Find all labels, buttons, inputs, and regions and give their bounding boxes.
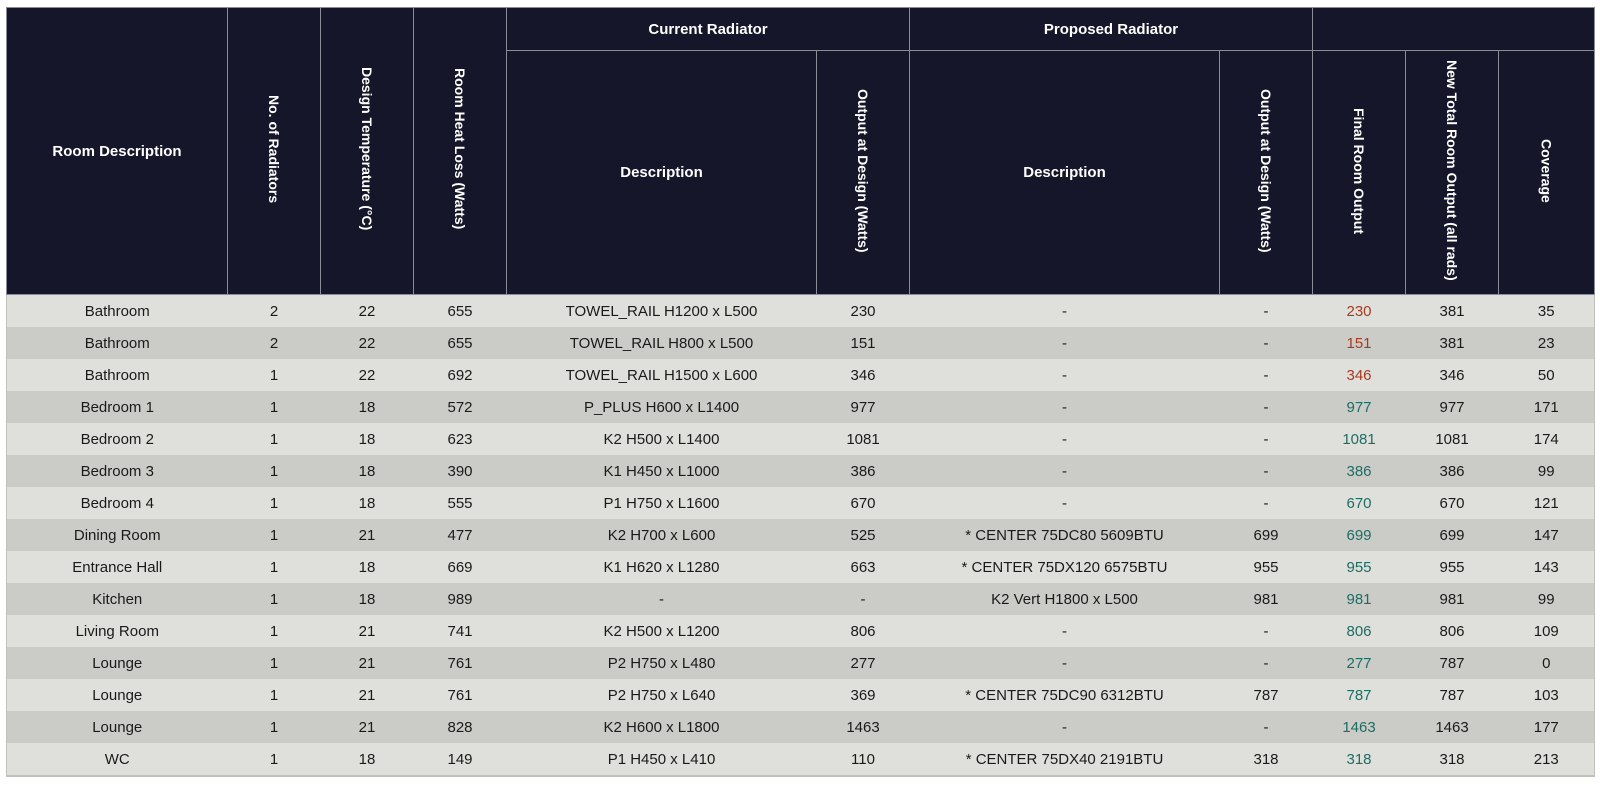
current-description-cell: K1 H450 x L1000 [507,455,817,487]
current-output-cell: 670 [817,487,910,519]
proposed-output-cell: - [1220,647,1313,679]
new-total-room-output-cell: 806 [1406,615,1499,647]
proposed-description-cell: - [910,391,1220,423]
final-room-output-cell: 230 [1313,295,1406,328]
coverage-cell: 0 [1499,647,1595,679]
header-new-total-room-output: New Total Room Output (all rads) [1406,51,1499,295]
final-room-output-cell: 1463 [1313,711,1406,743]
current-output-cell: - [817,583,910,615]
proposed-output-cell: - [1220,455,1313,487]
final-room-output-cell: 318 [1313,743,1406,776]
design-temperature-cell: 22 [321,295,414,328]
new-total-room-output-cell: 381 [1406,327,1499,359]
table-row [7,391,1595,423]
no-of-radiators-cell: 1 [228,583,321,615]
table-header [7,8,1595,295]
proposed-output-cell: - [1220,391,1313,423]
design-temperature-cell: 18 [321,391,414,423]
no-of-radiators-cell: 1 [228,647,321,679]
proposed-output-cell: - [1220,711,1313,743]
table-row [7,743,1595,776]
current-output-cell: 806 [817,615,910,647]
proposed-output-cell: - [1220,615,1313,647]
room-description-cell: Dining Room [7,519,228,551]
no-of-radiators-cell: 1 [228,519,321,551]
new-total-room-output-cell: 981 [1406,583,1499,615]
design-temperature-cell: 22 [321,327,414,359]
room-description-cell: Bathroom [7,327,228,359]
final-room-output-cell: 1081 [1313,423,1406,455]
room-description-cell: Lounge [7,647,228,679]
proposed-description-cell: - [910,359,1220,391]
room-heat-loss-cell: 149 [414,743,507,776]
room-description-cell: Kitchen [7,583,228,615]
proposed-output-cell: - [1220,327,1313,359]
final-room-output-cell: 955 [1313,551,1406,583]
room-heat-loss-cell: 623 [414,423,507,455]
new-total-room-output-cell: 318 [1406,743,1499,776]
table-row [7,615,1595,647]
proposed-description-cell: * CENTER 75DX120 6575BTU [910,551,1220,583]
room-heat-loss-cell: 655 [414,295,507,328]
header-current-description: Description [507,51,817,295]
final-room-output-cell: 346 [1313,359,1406,391]
table-row [7,423,1595,455]
design-temperature-cell: 22 [321,359,414,391]
table-row [7,519,1595,551]
current-description-cell: P_PLUS H600 x L1400 [507,391,817,423]
room-description-cell: Lounge [7,711,228,743]
no-of-radiators-cell: 1 [228,615,321,647]
coverage-cell: 103 [1499,679,1595,711]
proposed-description-cell: - [910,423,1220,455]
current-description-cell: TOWEL_RAIL H1500 x L600 [507,359,817,391]
proposed-description-cell: - [910,295,1220,328]
current-description-cell: K2 H700 x L600 [507,519,817,551]
table-row [7,711,1595,743]
proposed-output-cell: - [1220,423,1313,455]
table-row [7,359,1595,391]
proposed-description-cell: - [910,487,1220,519]
header-current-output: Output at Design (Watts) [817,51,910,295]
table-row [7,583,1595,615]
room-description-cell: Bedroom 4 [7,487,228,519]
proposed-output-cell: 699 [1220,519,1313,551]
new-total-room-output-cell: 787 [1406,647,1499,679]
current-output-cell: 369 [817,679,910,711]
header-proposed-output: Output at Design (Watts) [1220,51,1313,295]
no-of-radiators-cell: 1 [228,711,321,743]
proposed-description-cell: * CENTER 75DC90 6312BTU [910,679,1220,711]
room-description-cell: Bedroom 1 [7,391,228,423]
new-total-room-output-cell: 699 [1406,519,1499,551]
room-heat-loss-cell: 989 [414,583,507,615]
room-description-cell: Lounge [7,679,228,711]
current-output-cell: 977 [817,391,910,423]
coverage-cell: 171 [1499,391,1595,423]
table-row [7,679,1595,711]
design-temperature-cell: 21 [321,647,414,679]
current-description-cell: - [507,583,817,615]
coverage-cell: 99 [1499,455,1595,487]
no-of-radiators-cell: 1 [228,359,321,391]
room-heat-loss-cell: 828 [414,711,507,743]
no-of-radiators-cell: 2 [228,327,321,359]
design-temperature-cell: 18 [321,743,414,776]
room-description-cell: Living Room [7,615,228,647]
final-room-output-cell: 977 [1313,391,1406,423]
current-output-cell: 110 [817,743,910,776]
new-total-room-output-cell: 386 [1406,455,1499,487]
proposed-description-cell: * CENTER 75DC80 5609BTU [910,519,1220,551]
header-coverage: Coverage [1499,51,1595,295]
final-room-output-cell: 699 [1313,519,1406,551]
design-temperature-cell: 18 [321,487,414,519]
no-of-radiators-cell: 1 [228,391,321,423]
proposed-output-cell: - [1220,359,1313,391]
current-description-cell: P2 H750 x L640 [507,679,817,711]
proposed-description-cell: - [910,711,1220,743]
current-output-cell: 230 [817,295,910,328]
room-heat-loss-cell: 390 [414,455,507,487]
header-group-blank [1313,8,1595,51]
proposed-output-cell: 787 [1220,679,1313,711]
room-description-cell: Bathroom [7,359,228,391]
proposed-description-cell: * CENTER 75DX40 2191BTU [910,743,1220,776]
proposed-description-cell: - [910,455,1220,487]
table-row [7,295,1595,328]
no-of-radiators-cell: 1 [228,743,321,776]
room-heat-loss-cell: 669 [414,551,507,583]
design-temperature-cell: 21 [321,519,414,551]
current-description-cell: K1 H620 x L1280 [507,551,817,583]
proposed-description-cell: - [910,615,1220,647]
proposed-description-cell: K2 Vert H1800 x L500 [910,583,1220,615]
coverage-cell: 109 [1499,615,1595,647]
room-description-cell: Bathroom [7,295,228,328]
header-no-of-radiators: No. of Radiators [228,8,321,295]
no-of-radiators-cell: 1 [228,679,321,711]
coverage-cell: 213 [1499,743,1595,776]
coverage-cell: 23 [1499,327,1595,359]
final-room-output-cell: 787 [1313,679,1406,711]
final-room-output-cell: 981 [1313,583,1406,615]
final-room-output-cell: 670 [1313,487,1406,519]
current-output-cell: 277 [817,647,910,679]
final-room-output-cell: 386 [1313,455,1406,487]
current-description-cell: P2 H750 x L480 [507,647,817,679]
header-final-room-output: Final Room Output [1313,51,1406,295]
header-design-temperature: Design Temperature (°C) [321,8,414,295]
current-description-cell: TOWEL_RAIL H1200 x L500 [507,295,817,328]
header-proposed-radiator: Proposed Radiator [910,8,1313,51]
table-row [7,327,1595,359]
no-of-radiators-cell: 1 [228,455,321,487]
coverage-cell: 147 [1499,519,1595,551]
current-output-cell: 525 [817,519,910,551]
room-heat-loss-cell: 761 [414,647,507,679]
room-heat-loss-cell: 741 [414,615,507,647]
proposed-output-cell: - [1220,295,1313,328]
proposed-output-cell: 981 [1220,583,1313,615]
current-description-cell: K2 H500 x L1200 [507,615,817,647]
current-output-cell: 1081 [817,423,910,455]
final-room-output-cell: 277 [1313,647,1406,679]
design-temperature-cell: 18 [321,551,414,583]
proposed-output-cell: 955 [1220,551,1313,583]
room-description-cell: Bedroom 2 [7,423,228,455]
no-of-radiators-cell: 1 [228,487,321,519]
new-total-room-output-cell: 1463 [1406,711,1499,743]
design-temperature-cell: 21 [321,679,414,711]
current-output-cell: 386 [817,455,910,487]
final-room-output-cell: 151 [1313,327,1406,359]
new-total-room-output-cell: 977 [1406,391,1499,423]
table-row [7,455,1595,487]
new-total-room-output-cell: 346 [1406,359,1499,391]
new-total-room-output-cell: 1081 [1406,423,1499,455]
no-of-radiators-cell: 1 [228,551,321,583]
table-row [7,551,1595,583]
coverage-cell: 177 [1499,711,1595,743]
table-row [7,647,1595,679]
header-room-heat-loss: Room Heat Loss (Watts) [414,8,507,295]
design-temperature-cell: 18 [321,423,414,455]
design-temperature-cell: 21 [321,711,414,743]
current-description-cell: P1 H450 x L410 [507,743,817,776]
coverage-cell: 99 [1499,583,1595,615]
room-heat-loss-cell: 477 [414,519,507,551]
room-description-cell: Bedroom 3 [7,455,228,487]
coverage-cell: 174 [1499,423,1595,455]
header-room-description: Room Description [7,8,228,295]
proposed-output-cell: - [1220,487,1313,519]
room-description-cell: Entrance Hall [7,551,228,583]
no-of-radiators-cell: 1 [228,423,321,455]
table-body [7,295,1595,777]
current-output-cell: 151 [817,327,910,359]
coverage-cell: 50 [1499,359,1595,391]
new-total-room-output-cell: 381 [1406,295,1499,328]
header-current-radiator: Current Radiator [507,8,910,51]
proposed-output-cell: 318 [1220,743,1313,776]
table-row [7,487,1595,519]
current-output-cell: 1463 [817,711,910,743]
proposed-description-cell: - [910,647,1220,679]
new-total-room-output-cell: 787 [1406,679,1499,711]
current-description-cell: TOWEL_RAIL H800 x L500 [507,327,817,359]
coverage-cell: 35 [1499,295,1595,328]
radiator-schedule-table [6,7,1595,777]
current-description-cell: K2 H500 x L1400 [507,423,817,455]
room-heat-loss-cell: 761 [414,679,507,711]
new-total-room-output-cell: 670 [1406,487,1499,519]
design-temperature-cell: 21 [321,615,414,647]
room-heat-loss-cell: 555 [414,487,507,519]
design-temperature-cell: 18 [321,455,414,487]
no-of-radiators-cell: 2 [228,295,321,328]
proposed-description-cell: - [910,327,1220,359]
current-output-cell: 663 [817,551,910,583]
room-heat-loss-cell: 692 [414,359,507,391]
room-heat-loss-cell: 572 [414,391,507,423]
new-total-room-output-cell: 955 [1406,551,1499,583]
room-description-cell: WC [7,743,228,776]
current-description-cell: P1 H750 x L1600 [507,487,817,519]
final-room-output-cell: 806 [1313,615,1406,647]
header-proposed-description: Description [910,51,1220,295]
current-description-cell: K2 H600 x L1800 [507,711,817,743]
current-output-cell: 346 [817,359,910,391]
room-heat-loss-cell: 655 [414,327,507,359]
coverage-cell: 121 [1499,487,1595,519]
coverage-cell: 143 [1499,551,1595,583]
design-temperature-cell: 18 [321,583,414,615]
